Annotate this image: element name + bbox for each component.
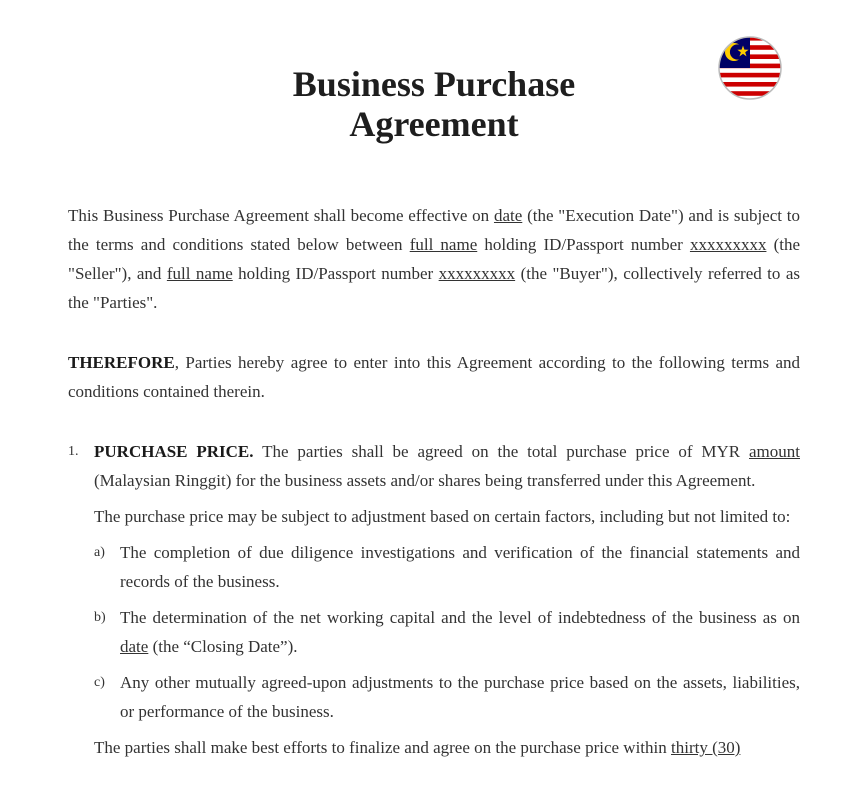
seller-name-field[interactable]: full name — [409, 235, 478, 254]
buyer-name-field[interactable]: full name — [166, 264, 233, 283]
therefore-text: , Parties hereby agree to enter into this Agreement according to the following terms and conditions contained therein. — [68, 353, 800, 401]
section-heading: PURCHASE PRICE. — [94, 442, 254, 461]
buyer-id-field[interactable]: xxxxxxxxx — [438, 264, 516, 283]
list-item-label: b) — [94, 610, 106, 625]
therefore-paragraph — [68, 348, 800, 406]
list-item-text: The completion of due diligence investigations and verification of the financial statements and records of the business. — [120, 543, 800, 591]
intro-text: (the "Execution Date") and is subject to the terms and conditions stated below between — [68, 206, 800, 254]
days-field[interactable]: thirty (30) — [671, 738, 741, 757]
title-line-1: Business Purchase — [292, 64, 576, 104]
section-purchase-price — [68, 437, 800, 495]
list-item-text-part: (the “Closing Date”). — [148, 637, 298, 656]
seller-id-field[interactable]: xxxxxxxxx — [689, 235, 767, 254]
document-body — [68, 201, 800, 762]
title-line-2: Agreement — [349, 104, 519, 144]
list-item — [68, 603, 800, 661]
list-item-label: c) — [94, 675, 105, 690]
list-item-label: a) — [94, 545, 105, 560]
intro-text: holding ID/Passport number — [477, 235, 690, 254]
list-item — [68, 538, 800, 596]
intro-paragraph — [68, 201, 800, 317]
list-item-text-part: The determination of the net working capital and the level of indebtedness of the business as on — [120, 608, 800, 627]
section-text: The parties shall be agreed on the total purchase price of MYR — [253, 442, 749, 461]
execution-date-field[interactable]: date — [493, 206, 523, 225]
intro-text: holding ID/Passport number — [232, 264, 439, 283]
therefore-heading: THEREFORE — [68, 353, 175, 372]
list-item — [68, 668, 800, 726]
section-number: 1. — [68, 444, 79, 459]
section-text: (Malaysian Ringgit) for the business assets and/or shares being transferred under this Agreement. — [94, 471, 756, 490]
closing-date-field[interactable]: date — [120, 637, 149, 656]
section-paragraph — [94, 437, 800, 495]
document-title — [0, 64, 868, 144]
list-item-text — [120, 603, 800, 661]
intro-text: (the "Buyer"), collectively referred to as the "Parties". — [68, 264, 800, 312]
intro-text: This Business Purchase Agreement shall become effective on — [68, 206, 494, 225]
list-item-text: Any other mutually agreed-upon adjustments to the purchase price based on the assets, liabilities, or performance of the business. — [120, 673, 800, 721]
finalize-paragraph — [68, 733, 800, 762]
intro-text: (the "Seller"), and — [68, 235, 801, 283]
adjustment-paragraph: The purchase price may be subject to adjustment based on certain factors, including but not limited to: — [94, 507, 791, 526]
amount-field[interactable]: amount — [749, 442, 800, 461]
finalize-text: The parties shall make best efforts to finalize and agree on the purchase price within — [94, 738, 671, 757]
